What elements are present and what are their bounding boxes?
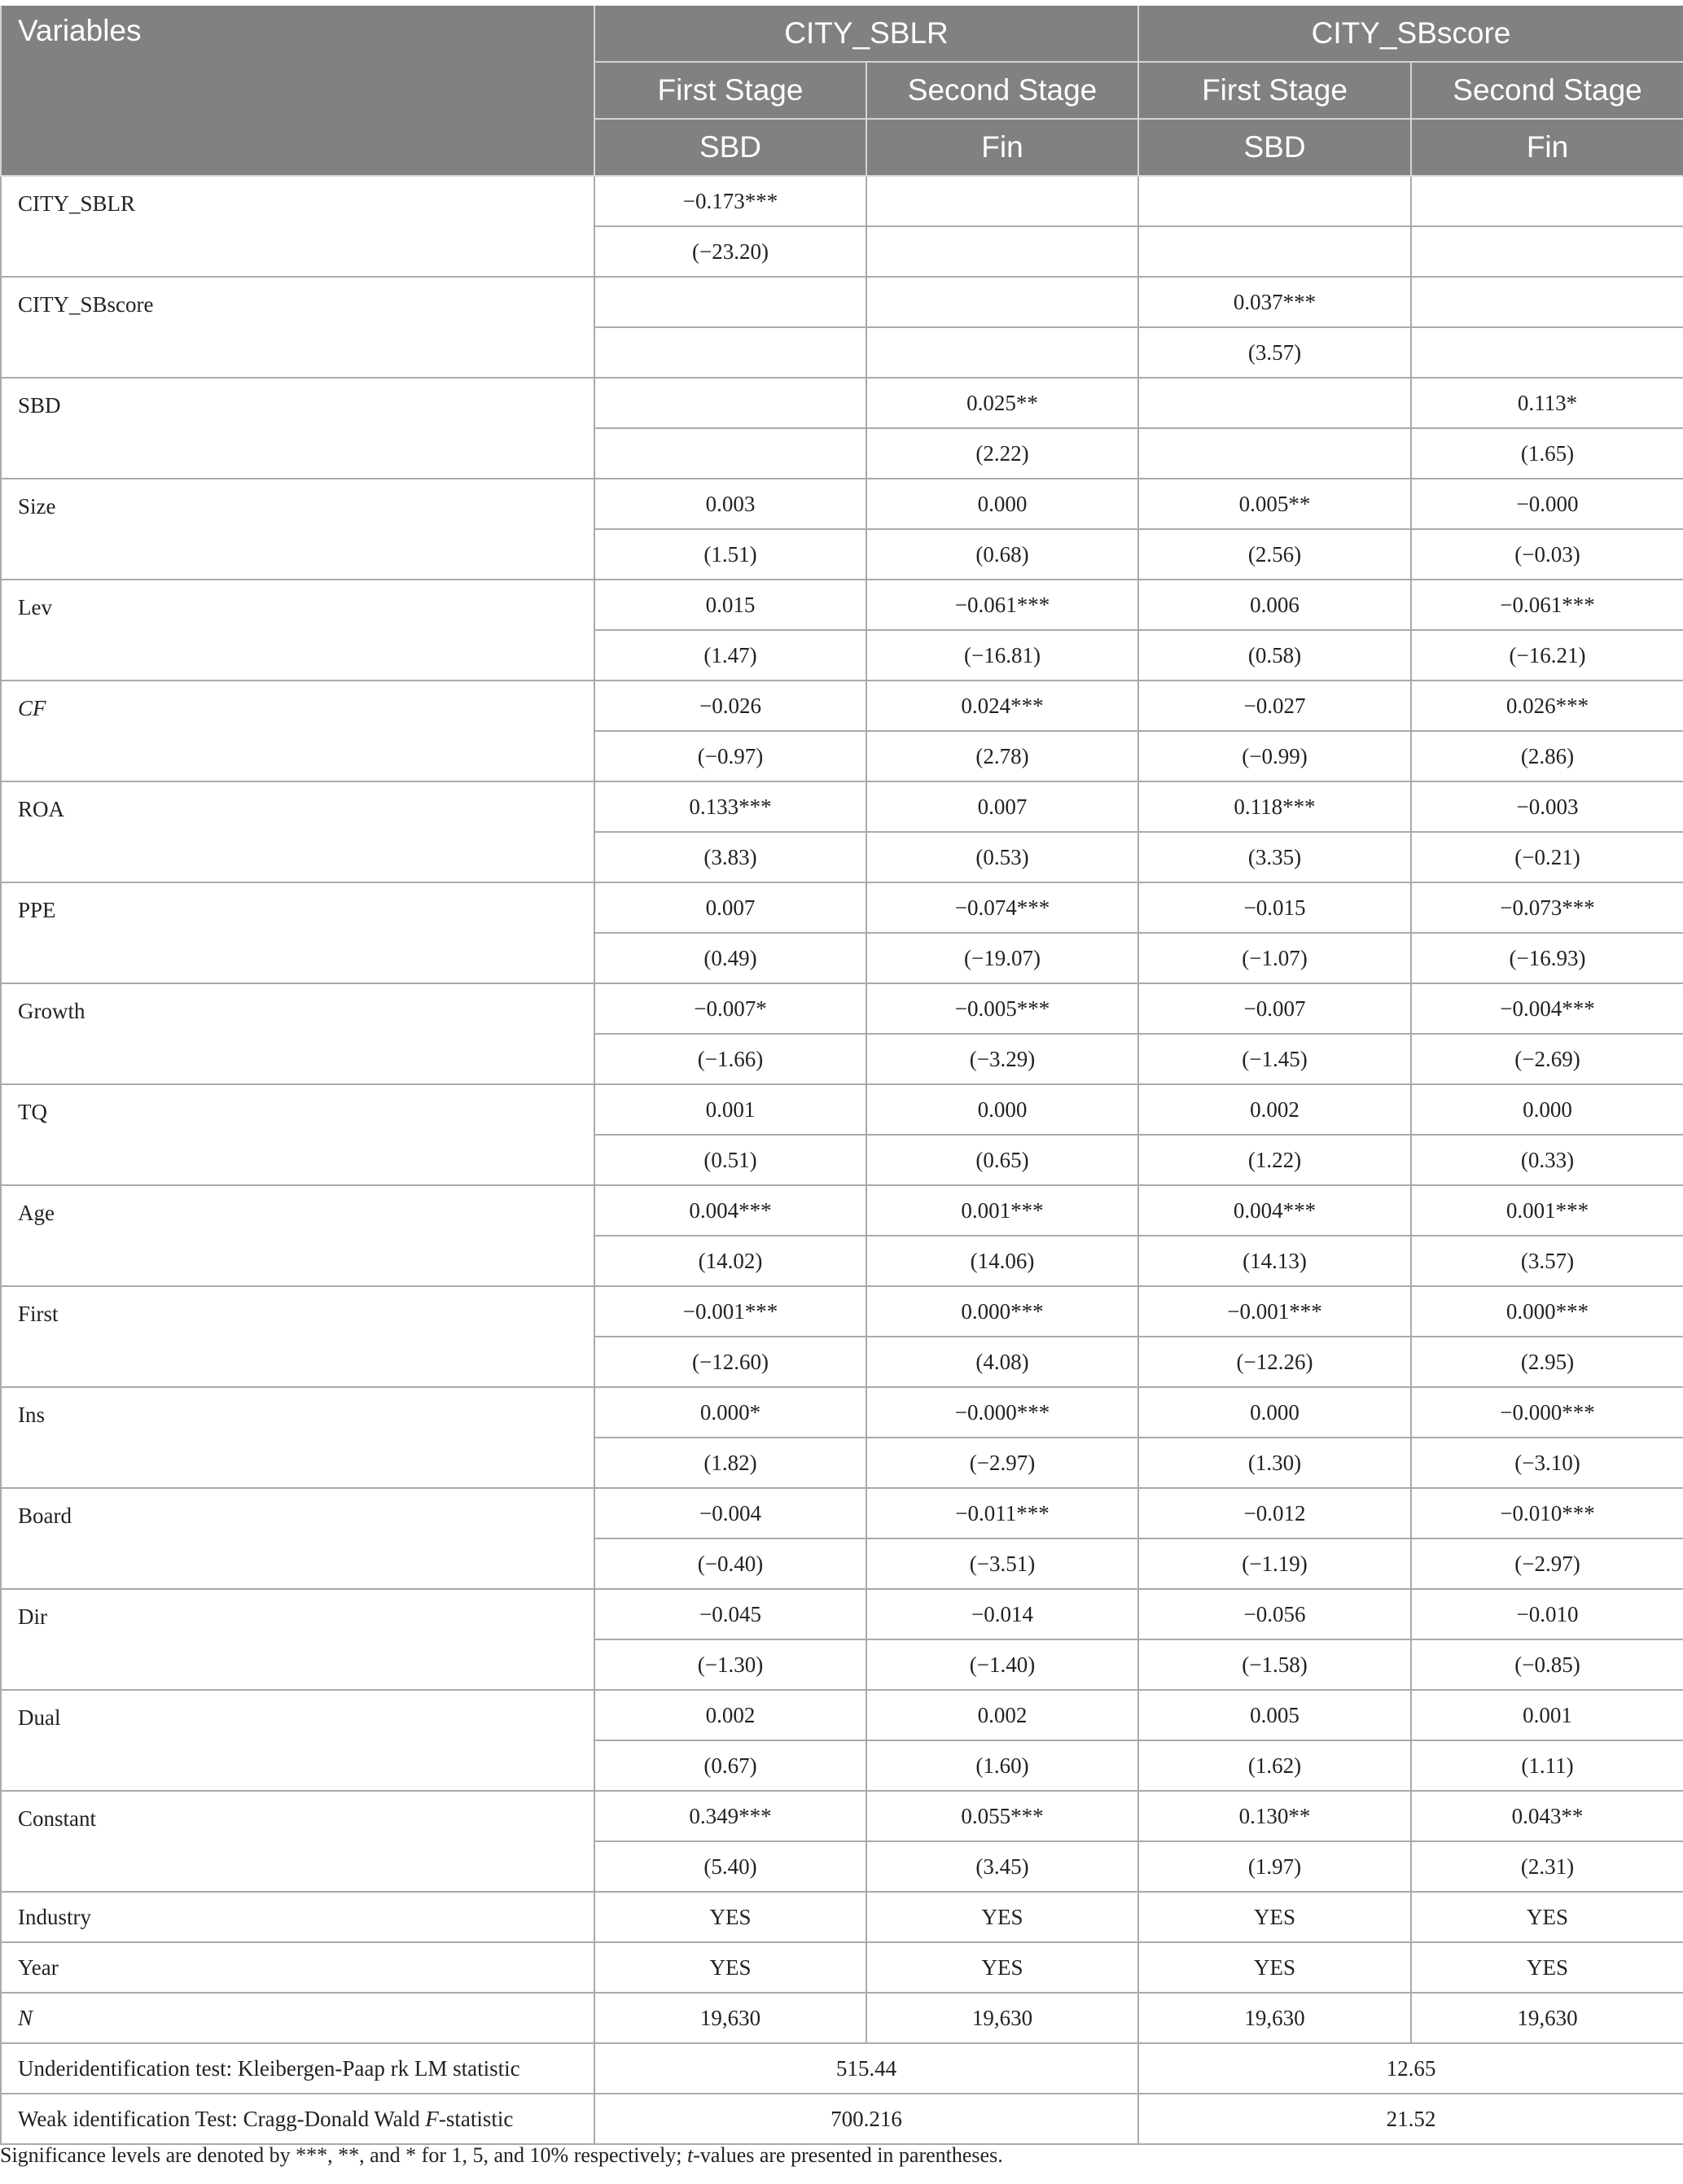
t-value-cell: (0.58) (1138, 630, 1411, 681)
variables-header: Variables (1, 6, 594, 176)
row-label: Ins (1, 1387, 594, 1488)
row-label: Size (1, 479, 594, 580)
table-row (1, 2094, 1683, 2144)
t-value-cell: (−2.97) (1411, 1538, 1683, 1589)
t-value-cell: (3.57) (1411, 1236, 1683, 1286)
coef-cell: −0.001*** (1138, 1286, 1411, 1337)
t-value-cell: (−0.99) (1138, 731, 1411, 781)
table-row (1, 882, 1683, 933)
table-row (1, 781, 1683, 832)
t-value-cell: (0.68) (866, 529, 1138, 580)
t-value-cell: (0.53) (866, 832, 1138, 882)
table-row (1, 1892, 1683, 1942)
table-row (1, 1589, 1683, 1639)
coef-cell: −0.014 (866, 1589, 1138, 1639)
row-label: CF (1, 681, 594, 781)
t-value-cell: (−2.97) (866, 1438, 1138, 1488)
value-cell: YES (594, 1942, 866, 1993)
t-value-cell: (3.83) (594, 832, 866, 882)
coef-cell: −0.007* (594, 983, 866, 1034)
coef-cell: −0.005*** (866, 983, 1138, 1034)
t-value-cell: (−16.81) (866, 630, 1138, 681)
coef-cell: 0.001 (1411, 1690, 1683, 1740)
value-cell: YES (1138, 1892, 1411, 1942)
coef-cell: 0.001*** (1411, 1185, 1683, 1236)
t-value-cell: (2.95) (1411, 1337, 1683, 1387)
t-value-cell: (−0.21) (1411, 832, 1683, 882)
stage-header: Second Stage (1411, 62, 1683, 119)
t-value-cell: (−1.45) (1138, 1034, 1411, 1084)
row-label: Dir (1, 1589, 594, 1690)
t-value-cell (1138, 226, 1411, 277)
row-label: Growth (1, 983, 594, 1084)
t-value-cell: (2.86) (1411, 731, 1683, 781)
coef-cell: −0.010*** (1411, 1488, 1683, 1538)
coef-cell: 0.005 (1138, 1690, 1411, 1740)
coef-cell: −0.074*** (866, 882, 1138, 933)
t-value-cell: (5.40) (594, 1841, 866, 1892)
value-cell: 19,630 (866, 1993, 1138, 2043)
t-value-cell: (−1.19) (1138, 1538, 1411, 1589)
t-value-cell: (−16.21) (1411, 630, 1683, 681)
table-row (1, 1690, 1683, 1740)
coef-cell (594, 378, 866, 428)
value-cell: YES (866, 1892, 1138, 1942)
t-value-cell: (14.13) (1138, 1236, 1411, 1286)
table-row (1, 580, 1683, 630)
coef-cell: 0.004*** (594, 1185, 866, 1236)
row-label: TQ (1, 1084, 594, 1185)
row-label: Board (1, 1488, 594, 1589)
coef-cell: −0.000 (1411, 479, 1683, 529)
coef-cell: 0.002 (866, 1690, 1138, 1740)
t-value-cell: (0.67) (594, 1740, 866, 1791)
t-value-cell: (14.02) (594, 1236, 866, 1286)
row-label: Age (1, 1185, 594, 1286)
dependent-header: SBD (594, 119, 866, 176)
table-row (1, 1488, 1683, 1538)
t-value-cell: (−1.40) (866, 1639, 1138, 1690)
coef-cell (1411, 277, 1683, 327)
coef-cell: −0.007 (1138, 983, 1411, 1034)
regression-table (0, 6, 1683, 2145)
coef-cell: −0.045 (594, 1589, 866, 1639)
coef-cell: −0.012 (1138, 1488, 1411, 1538)
dependent-header: SBD (1138, 119, 1411, 176)
t-value-cell: (2.31) (1411, 1841, 1683, 1892)
t-value-cell: (1.60) (866, 1740, 1138, 1791)
t-value-cell: (−0.85) (1411, 1639, 1683, 1690)
coef-cell: 0.113* (1411, 378, 1683, 428)
test-value-cell: 515.44 (594, 2043, 1138, 2094)
t-value-cell: (0.49) (594, 933, 866, 983)
row-label: PPE (1, 882, 594, 983)
t-value-cell: (3.35) (1138, 832, 1411, 882)
row-label: Dual (1, 1690, 594, 1791)
t-value-cell: (−19.07) (866, 933, 1138, 983)
t-value-cell: (14.06) (866, 1236, 1138, 1286)
t-value-cell: (1.65) (1411, 428, 1683, 479)
value-cell: YES (1411, 1942, 1683, 1993)
coef-cell: 0.000 (866, 479, 1138, 529)
table-row (1, 983, 1683, 1034)
table-row (1, 277, 1683, 327)
coef-cell: −0.003 (1411, 781, 1683, 832)
coef-cell: 0.000*** (866, 1286, 1138, 1337)
t-value-cell: (−12.26) (1138, 1337, 1411, 1387)
coef-cell: 0.007 (594, 882, 866, 933)
t-value-cell: (−3.51) (866, 1538, 1138, 1589)
coef-cell: −0.026 (594, 681, 866, 731)
value-cell: YES (866, 1942, 1138, 1993)
coef-cell: −0.073*** (1411, 882, 1683, 933)
test-label: Weak identification Test: Cragg-Donald Wald F-statistic (1, 2094, 594, 2144)
t-value-cell: (2.56) (1138, 529, 1411, 580)
t-value-cell: (−3.29) (866, 1034, 1138, 1084)
t-value-cell: (1.51) (594, 529, 866, 580)
test-value-cell: 12.65 (1138, 2043, 1683, 2094)
coef-cell: 0.043** (1411, 1791, 1683, 1841)
table-row (1, 378, 1683, 428)
t-value-cell: (1.97) (1138, 1841, 1411, 1892)
coef-cell: 0.000 (1138, 1387, 1411, 1438)
coef-cell: 0.001*** (866, 1185, 1138, 1236)
coef-cell: −0.027 (1138, 681, 1411, 731)
coef-cell (866, 176, 1138, 226)
group-header-city-sblr: CITY_SBLR (594, 6, 1138, 62)
t-value-cell: (−2.69) (1411, 1034, 1683, 1084)
group-header-city-sbscore: CITY_SBscore (1138, 6, 1683, 62)
coef-cell: 0.349*** (594, 1791, 866, 1841)
t-value-cell: (−23.20) (594, 226, 866, 277)
table-row (1, 1185, 1683, 1236)
coef-cell: 0.055*** (866, 1791, 1138, 1841)
t-value-cell: (1.11) (1411, 1740, 1683, 1791)
coef-cell: 0.004*** (1138, 1185, 1411, 1236)
stage-header: First Stage (594, 62, 866, 119)
coef-cell (1138, 176, 1411, 226)
row-label: ROA (1, 781, 594, 882)
value-cell: YES (1138, 1942, 1411, 1993)
table-row (1, 1791, 1683, 1841)
t-value-cell (866, 226, 1138, 277)
coef-cell: 0.133*** (594, 781, 866, 832)
table-row (1, 1387, 1683, 1438)
t-value-cell (866, 327, 1138, 378)
table-row (1, 1286, 1683, 1337)
test-value-cell: 700.216 (594, 2094, 1138, 2144)
t-value-cell: (−1.66) (594, 1034, 866, 1084)
coef-cell: −0.001*** (594, 1286, 866, 1337)
table-row (1, 1084, 1683, 1135)
coef-cell: 0.000 (1411, 1084, 1683, 1135)
value-cell: YES (594, 1892, 866, 1942)
coef-cell: −0.173*** (594, 176, 866, 226)
row-label: Lev (1, 580, 594, 681)
value-cell: 19,630 (1138, 1993, 1411, 2043)
t-value-cell: (2.78) (866, 731, 1138, 781)
table-body (1, 176, 1683, 2144)
test-value-cell: 21.52 (1138, 2094, 1683, 2144)
value-cell: 19,630 (594, 1993, 866, 2043)
test-label: Underidentification test: Kleibergen-Paap rk LM statistic (1, 2043, 594, 2094)
coef-cell: −0.011*** (866, 1488, 1138, 1538)
coef-cell: −0.004*** (1411, 983, 1683, 1034)
t-value-cell: (−1.07) (1138, 933, 1411, 983)
coef-cell (1411, 176, 1683, 226)
coef-cell: −0.000*** (1411, 1387, 1683, 1438)
t-value-cell: (−1.58) (1138, 1639, 1411, 1690)
coef-cell: 0.025** (866, 378, 1138, 428)
t-value-cell: (1.62) (1138, 1740, 1411, 1791)
t-value-cell: (1.30) (1138, 1438, 1411, 1488)
table-footnote: Significance levels are denoted by ***, **, and * for 1, 5, and 10% respectively; t-values are presented in parentheses. (0, 2143, 1003, 2167)
row-label: CITY_SBLR (1, 176, 594, 277)
coef-cell: −0.010 (1411, 1589, 1683, 1639)
value-cell: YES (1411, 1892, 1683, 1942)
t-value-cell: (3.57) (1138, 327, 1411, 378)
coef-cell: 0.130** (1138, 1791, 1411, 1841)
row-label: CITY_SBscore (1, 277, 594, 378)
coef-cell: 0.005** (1138, 479, 1411, 529)
row-label: SBD (1, 378, 594, 479)
t-value-cell: (−0.40) (594, 1538, 866, 1589)
coef-cell: −0.061*** (1411, 580, 1683, 630)
coef-cell: 0.006 (1138, 580, 1411, 630)
t-value-cell: (−3.10) (1411, 1438, 1683, 1488)
dependent-header: Fin (866, 119, 1138, 176)
coef-cell: −0.015 (1138, 882, 1411, 933)
coef-cell: 0.001 (594, 1084, 866, 1135)
coef-cell: 0.003 (594, 479, 866, 529)
t-value-cell (1411, 226, 1683, 277)
coef-cell: −0.000*** (866, 1387, 1138, 1438)
t-value-cell (1138, 428, 1411, 479)
table-row (1, 681, 1683, 731)
t-value-cell: (1.22) (1138, 1135, 1411, 1185)
t-value-cell: (0.51) (594, 1135, 866, 1185)
table-row (1, 2043, 1683, 2094)
t-value-cell: (3.45) (866, 1841, 1138, 1892)
t-value-cell: (1.47) (594, 630, 866, 681)
coef-cell: 0.007 (866, 781, 1138, 832)
coef-cell: 0.000 (866, 1084, 1138, 1135)
coef-cell (594, 277, 866, 327)
stage-header: First Stage (1138, 62, 1411, 119)
coef-cell: 0.024*** (866, 681, 1138, 731)
row-label: N (1, 1993, 594, 2043)
row-label: First (1, 1286, 594, 1387)
dependent-header: Fin (1411, 119, 1683, 176)
coef-cell: 0.000* (594, 1387, 866, 1438)
coef-cell: −0.061*** (866, 580, 1138, 630)
table-row (1, 1942, 1683, 1993)
coef-cell: 0.037*** (1138, 277, 1411, 327)
coef-cell: 0.002 (1138, 1084, 1411, 1135)
table-row (1, 1993, 1683, 2043)
coef-cell (1138, 378, 1411, 428)
coef-cell: 0.026*** (1411, 681, 1683, 731)
t-value-cell (594, 327, 866, 378)
coef-cell: 0.015 (594, 580, 866, 630)
coef-cell: 0.002 (594, 1690, 866, 1740)
row-label: Industry (1, 1892, 594, 1942)
row-label: Year (1, 1942, 594, 1993)
t-value-cell (1411, 327, 1683, 378)
t-value-cell: (−0.03) (1411, 529, 1683, 580)
table-row (1, 176, 1683, 226)
t-value-cell: (−0.97) (594, 731, 866, 781)
coef-cell (866, 277, 1138, 327)
t-value-cell: (4.08) (866, 1337, 1138, 1387)
t-value-cell (594, 428, 866, 479)
value-cell: 19,630 (1411, 1993, 1683, 2043)
coef-cell: 0.000*** (1411, 1286, 1683, 1337)
t-value-cell: (0.33) (1411, 1135, 1683, 1185)
t-value-cell: (−16.93) (1411, 933, 1683, 983)
coef-cell: −0.056 (1138, 1589, 1411, 1639)
table-row (1, 479, 1683, 529)
t-value-cell: (0.65) (866, 1135, 1138, 1185)
t-value-cell: (1.82) (594, 1438, 866, 1488)
t-value-cell: (2.22) (866, 428, 1138, 479)
coef-cell: 0.118*** (1138, 781, 1411, 832)
stage-header: Second Stage (866, 62, 1138, 119)
coef-cell: −0.004 (594, 1488, 866, 1538)
t-value-cell: (−12.60) (594, 1337, 866, 1387)
t-value-cell: (−1.30) (594, 1639, 866, 1690)
row-label: Constant (1, 1791, 594, 1892)
